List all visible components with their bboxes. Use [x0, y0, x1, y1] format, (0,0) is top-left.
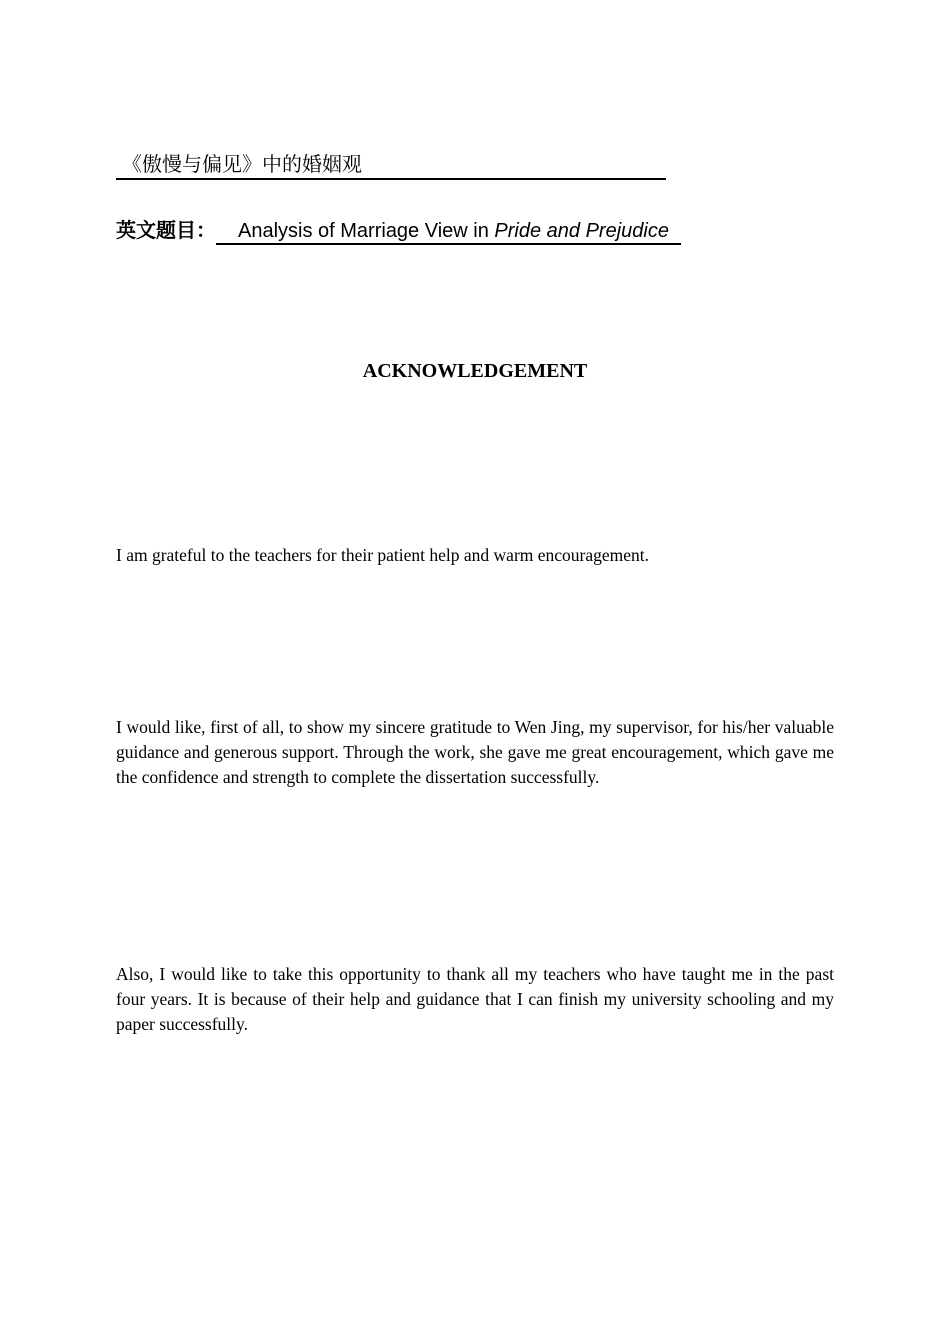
chinese-title: 《傲慢与偏见》中的婚姻观 — [122, 152, 362, 176]
english-title-label: 英文题目： — [116, 218, 216, 242]
english-title-field — [216, 220, 681, 245]
english-title-prefix: Analysis of Marriage View in — [238, 220, 495, 242]
english-title-row — [116, 215, 681, 245]
paragraph-1: I am grateful to the teachers for their patient help and warm encouragement. — [116, 545, 650, 565]
acknowledgement-heading: ACKNOWLEDGEMENT — [362, 360, 588, 382]
paragraph-3: Also, I would like to take this opportunity to thank all my teachers who have taught me in the past four years. It is because of their help and guidance that I can finish my university schooling and my paper successfully. — [116, 964, 834, 1034]
chinese-title-field — [116, 150, 666, 180]
paragraph-2: I would like, first of all, to show my sincere gratitude to Wen Jing, my supervisor, for his/her valuable guidance and generous support. Through the work, she gave me great encouragement, which gave me the confidence and strength to complete the dissertation successfully. — [116, 717, 834, 787]
english-title-italic: Pride and Prejudice — [494, 220, 669, 242]
